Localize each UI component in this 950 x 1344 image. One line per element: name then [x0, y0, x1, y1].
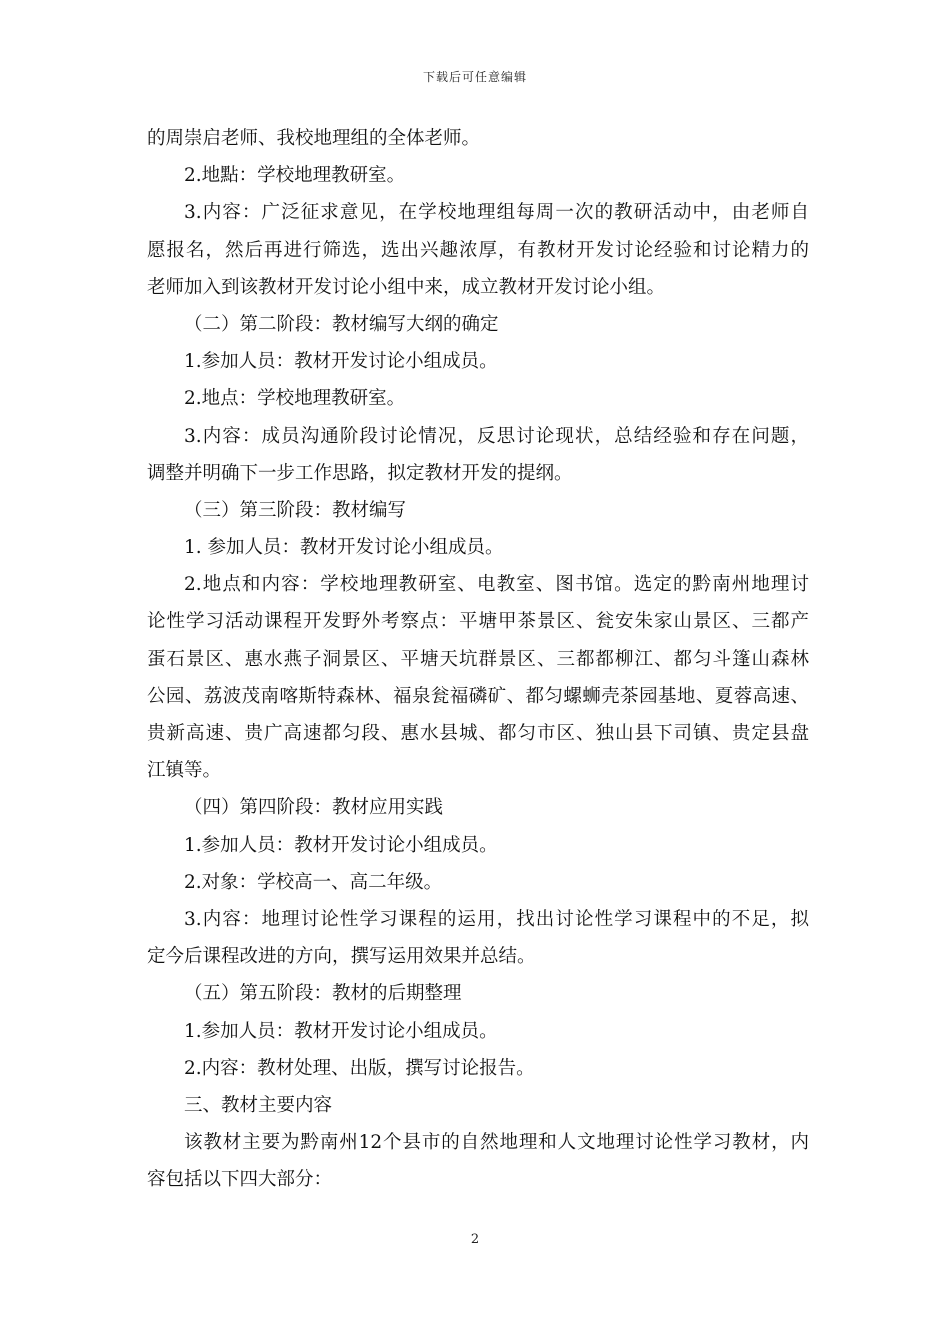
text-line: 3.内容：广泛征求意见，在学校地理组每周一次的教研活动中，由老师自	[184, 202, 809, 224]
section-heading: （二）第二阶段：教材编写大纲的确定	[184, 313, 499, 335]
document-body	[147, 120, 809, 1198]
text-line: 容包括以下四大部分：	[147, 1169, 333, 1191]
text-line: 愿报名，然后再进行筛选，选出兴趣浓厚，有教材开发讨论经验和讨论精力的	[147, 239, 809, 261]
text-line: 该教材主要为黔南州12个县市的自然地理和人文地理讨论性学习教材，内	[184, 1132, 809, 1154]
text-line: 2.对象：学校高一、高二年级。	[184, 871, 443, 893]
page-number: 2	[470, 1232, 480, 1247]
text-line: 3.内容：成员沟通阶段讨论情况，反思讨论现状，总结经验和存在问题，	[184, 425, 809, 447]
text-line: 1. 参加人员：教材开发讨论小组成员。	[184, 537, 504, 559]
text-line: 3.内容：地理讨论性学习课程的运用，找出讨论性学习课程中的不足，拟	[184, 908, 809, 930]
section-heading: （三）第三阶段：教材编写	[184, 499, 407, 521]
section-heading: （五）第五阶段：教材的后期整理	[184, 983, 462, 1005]
text-line: 2.地点：学校地理教研室。	[184, 388, 406, 410]
text-line: 2.地點：学校地理教研室。	[184, 165, 406, 187]
section-heading: 三、教材主要内容	[184, 1094, 333, 1116]
text-line: 调整并明确下一步工作思路，拟定教材开发的提纲。	[147, 462, 573, 484]
text-line: 2.地点和内容：学校地理教研室、电教室、图书馆。选定的黔南州地理讨	[184, 574, 809, 596]
text-line: 1.参加人员：教材开发讨论小组成员。	[184, 834, 498, 856]
section-heading: （四）第四阶段：教材应用实践	[184, 797, 444, 819]
text-line: 公园、荔波茂南喀斯特森林、福泉瓮福磷矿、都匀螺蛳壳茶园基地、夏蓉高速、	[147, 685, 809, 707]
text-line: 论性学习活动课程开发野外考察点：平塘甲茶景区、瓮安朱家山景区、三都产	[147, 611, 809, 633]
text-line: 1.参加人员：教材开发讨论小组成员。	[184, 1020, 498, 1042]
text-line: 贵新高速、贵广高速都匀段、惠水县城、都匀市区、独山县下司镇、贵定县盘	[147, 723, 809, 744]
text-line: 江镇等。	[147, 760, 222, 782]
text-line: 蛋石景区、惠水燕子洞景区、平塘天坑群景区、三都都柳江、都匀斗篷山森林	[147, 648, 809, 670]
text-line: 2.内容：教材处理、出版，撰写讨论报告。	[184, 1057, 535, 1079]
text-line: 定今后课程改进的方向，撰写运用效果并总结。	[147, 946, 536, 968]
text-line: 1.参加人员：教材开发讨论小组成员。	[184, 351, 498, 373]
text-line: 老师加入到该教材开发讨论小组中来，成立教材开发讨论小组。	[147, 276, 666, 298]
page-header: 下载后可任意编辑	[422, 70, 527, 84]
text-line: 的周崇启老师、我校地理组的全体老师。	[147, 128, 481, 149]
